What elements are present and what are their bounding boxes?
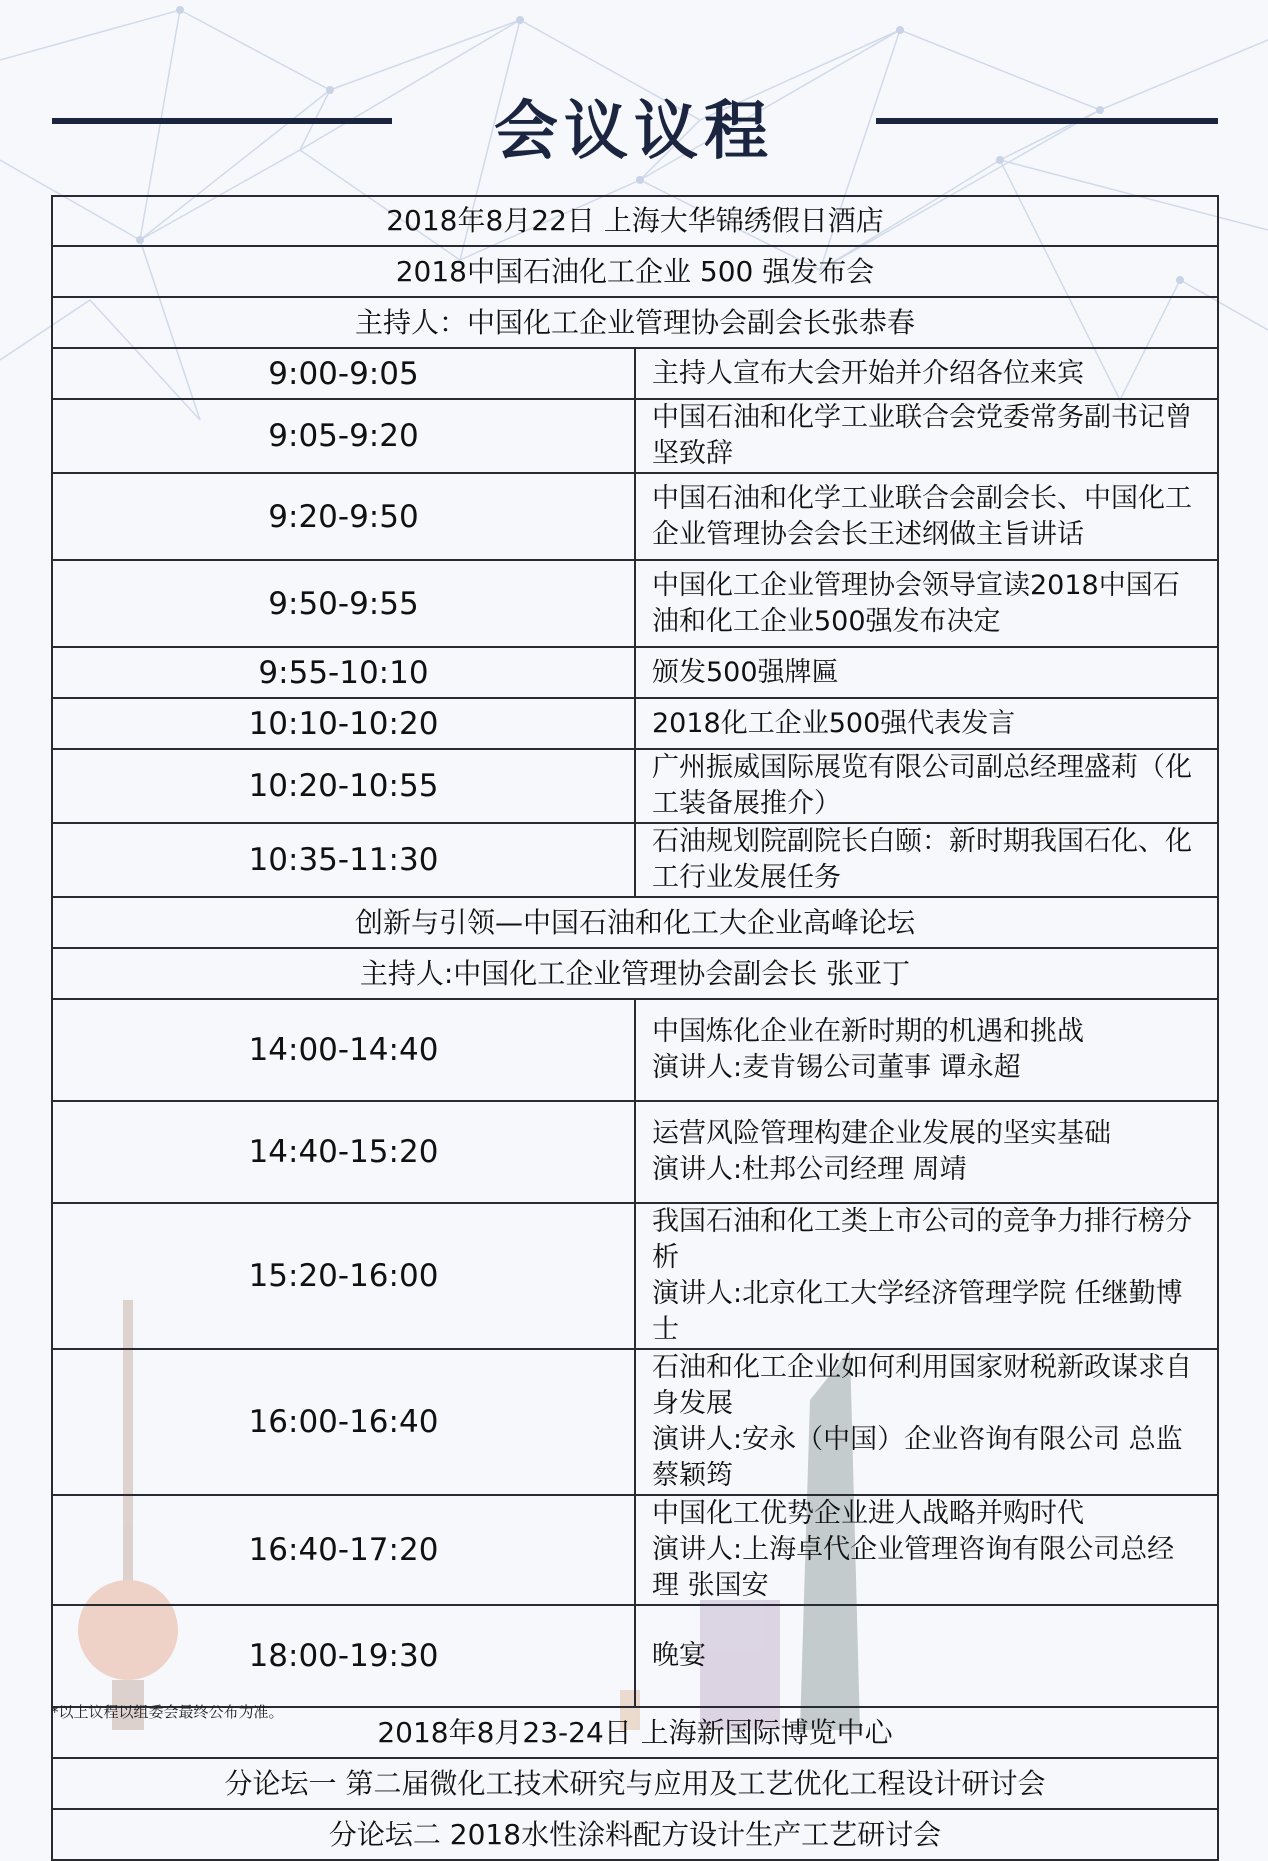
subforum-1: 分论坛一 第二届微化工技术研究与应用及工艺优化工程设计研讨会 xyxy=(52,1758,1218,1809)
content-cell: 广州振威国际展览有限公司副总经理盛莉（化工装备展推介） xyxy=(635,749,1218,823)
footnote: *以上议程以组委会最终公布为准。 xyxy=(51,1703,284,1721)
table-row xyxy=(52,999,1218,1101)
talk-topic: 中国化工优势企业进人战略并购时代 xyxy=(652,1498,1084,1529)
table-row xyxy=(52,698,1218,749)
session-title: 2018中国石油化工企业 500 强发布会 xyxy=(52,246,1218,297)
page-title: 会议议程 xyxy=(494,95,774,169)
time-cell: 16:40-17:20 xyxy=(52,1495,635,1605)
day1-host: 主持人：中国化工企业管理协会副会长张恭春 xyxy=(52,297,1218,348)
content-cell xyxy=(635,1605,1218,1707)
time-cell: 14:00-14:40 xyxy=(52,999,635,1101)
talk-topic: 中国炼化企业在新时期的机遇和挑战 xyxy=(652,1016,1084,1047)
content-cell: 主持人宣布大会开始并介绍各位来宾 xyxy=(635,348,1218,399)
day1-header: 2018年8月22日 上海大华锦绣假日酒店 xyxy=(52,196,1218,246)
agenda-table xyxy=(51,195,1219,1861)
time-cell: 10:10-10:20 xyxy=(52,698,635,749)
table-row xyxy=(52,1203,1218,1349)
subforum-row xyxy=(52,1758,1218,1809)
content-cell: 2018化工企业500强代表发言 xyxy=(635,698,1218,749)
subforum-2: 分论坛二 2018水性涂料配方设计生产工艺研讨会 xyxy=(52,1809,1218,1860)
time-cell: 9:00-9:05 xyxy=(52,348,635,399)
time-cell: 18:00-19:30 xyxy=(52,1605,635,1707)
table-row xyxy=(52,348,1218,399)
day1-header-row xyxy=(52,196,1218,246)
table-row xyxy=(52,1605,1218,1707)
talk-topic: 石油和化工企业如何利用国家财税新政谋求自身发展 xyxy=(652,1352,1192,1419)
day2-header: 2018年8月23-24日 上海新国际博览中心 xyxy=(52,1707,1218,1758)
talk-speaker: 演讲人:麦肯锡公司董事 谭永超 xyxy=(652,1052,1021,1083)
content-cell xyxy=(635,999,1218,1101)
time-cell: 9:50-9:55 xyxy=(52,560,635,647)
content-cell: 中国石油和化学工业联合会党委常务副书记曾坚致辞 xyxy=(635,399,1218,473)
session-title-row xyxy=(52,246,1218,297)
subforum-row xyxy=(52,1809,1218,1860)
table-row xyxy=(52,823,1218,897)
time-cell: 10:35-11:30 xyxy=(52,823,635,897)
forum-host: 主持人:中国化工企业管理协会副会长 张亚丁 xyxy=(52,948,1218,999)
content-cell: 石油规划院副院长白颐：新时期我国石化、化工行业发展任务 xyxy=(635,823,1218,897)
table-row xyxy=(52,749,1218,823)
forum-title-row xyxy=(52,897,1218,948)
title-rule-right xyxy=(876,118,1218,124)
page-header xyxy=(0,70,1268,170)
time-cell: 9:55-10:10 xyxy=(52,647,635,698)
time-cell: 14:40-15:20 xyxy=(52,1101,635,1203)
time-cell: 10:20-10:55 xyxy=(52,749,635,823)
agenda-body xyxy=(52,196,1218,1860)
content-cell xyxy=(635,1101,1218,1203)
content-cell xyxy=(635,1349,1218,1495)
talk-topic: 运营风险管理构建企业发展的坚实基础 xyxy=(652,1118,1111,1149)
time-cell: 15:20-16:00 xyxy=(52,1203,635,1349)
talk-speaker: 演讲人:杜邦公司经理 周靖 xyxy=(652,1154,967,1185)
time-cell: 16:00-16:40 xyxy=(52,1349,635,1495)
content-cell: 中国化工企业管理协会领导宣读2018中国石油和化工企业500强发布决定 xyxy=(635,560,1218,647)
table-row xyxy=(52,1495,1218,1605)
content-cell xyxy=(635,1495,1218,1605)
time-cell: 9:05-9:20 xyxy=(52,399,635,473)
talk-speaker: 演讲人:安永（中国）企业咨询有限公司 总监 蔡颖筠 xyxy=(652,1424,1183,1491)
table-row xyxy=(52,473,1218,560)
table-row xyxy=(52,647,1218,698)
table-row xyxy=(52,399,1218,473)
talk-speaker: 演讲人:北京化工大学经济管理学院 任继勤博士 xyxy=(652,1278,1183,1345)
table-row xyxy=(52,560,1218,647)
table-row xyxy=(52,1101,1218,1203)
talk-topic: 我国石油和化工类上市公司的竞争力排行榜分析 xyxy=(652,1206,1192,1273)
table-row xyxy=(52,1349,1218,1495)
forum-host-row xyxy=(52,948,1218,999)
talk-topic: 晚宴 xyxy=(652,1640,706,1671)
time-cell: 9:20-9:50 xyxy=(52,473,635,560)
day1-host-row xyxy=(52,297,1218,348)
content-cell: 中国石油和化学工业联合会副会长、中国化工企业管理协会会长王述纲做主旨讲话 xyxy=(635,473,1218,560)
talk-speaker: 演讲人:上海卓代企业管理咨询有限公司总经理 张国安 xyxy=(652,1534,1175,1601)
content-cell xyxy=(635,1203,1218,1349)
forum-title: 创新与引领—中国石油和化工大企业高峰论坛 xyxy=(52,897,1218,948)
content-cell: 颁发500强牌匾 xyxy=(635,647,1218,698)
